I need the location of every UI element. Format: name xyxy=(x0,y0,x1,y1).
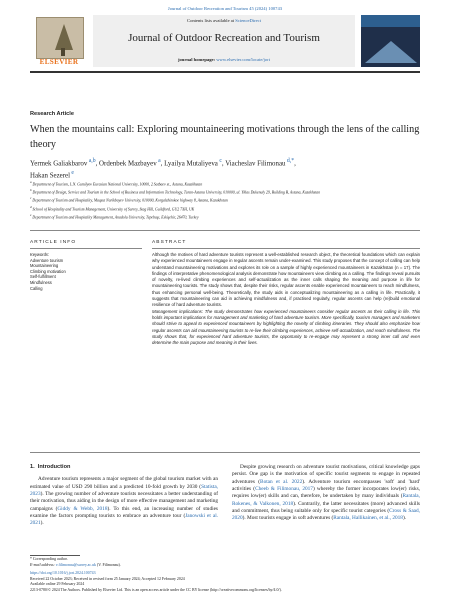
journal-banner xyxy=(93,15,355,67)
abstract-rule xyxy=(152,248,420,249)
homepage-link[interactable]: www.elsevier.com/locate/jort xyxy=(216,57,271,62)
text-run: ). xyxy=(402,515,407,522)
introduction-heading xyxy=(30,464,218,471)
affiliation-item xyxy=(30,196,425,204)
affiliation-text: School of Hospitality and Tourism Management, University of Surrey, Stag Hill, Guildford, GU2 7XH, UK xyxy=(32,206,195,211)
citation-link[interactable]: Janowski et al. 2021 xyxy=(30,513,219,527)
intro-paragraph xyxy=(30,476,218,527)
abstract-body xyxy=(152,252,420,346)
journal-header xyxy=(30,15,420,67)
article-title: When the mountains call: Exploring mountaineering motivations through the lens of the calling theory xyxy=(30,124,420,150)
affiliation-sup: b xyxy=(30,188,32,193)
affiliation-item xyxy=(30,213,425,221)
affiliation-item xyxy=(30,205,425,213)
author-affiliation-sup[interactable]: a xyxy=(156,158,161,164)
author-name[interactable]: Yermek Galiakbarov xyxy=(30,160,88,168)
homepage-prefix: journal homepage: xyxy=(177,57,217,62)
citation-link[interactable]: Cheeb & Filimonau, 2017 xyxy=(255,486,313,493)
text-run: Adventure tourism represents a major segment of the global tourism market with an estimated value of USD 290 billion and a predicted 10-fold growth by 2030 ( xyxy=(30,476,218,490)
keywords-block xyxy=(30,252,142,291)
affiliation-sup: a xyxy=(30,180,32,184)
author-affiliation-sup[interactable]: e xyxy=(69,169,74,176)
affiliation-item xyxy=(30,180,425,188)
body-column-right xyxy=(232,464,420,523)
text-run: ). Contrarily, the latter necessitates (more) advanced skills and commitment, thus being suitable only for specific tourist categories ( xyxy=(232,500,420,515)
affiliation-text: Department of Tourism, L.N. Gumilyov Eurasian National University, 10000, 2 Satbaev st., Astana, Kazakhstan xyxy=(32,182,203,187)
sciencedirect-link[interactable]: ScienceDirect xyxy=(235,18,261,23)
contents-line xyxy=(93,18,355,23)
text-run: ). Most tourists engage in soft adventures ( xyxy=(242,515,334,522)
publisher-name: ELSEVIER xyxy=(39,58,79,66)
header-rule xyxy=(30,71,420,73)
available-online: Available online 29 February 2024 xyxy=(30,582,85,587)
journal-cover-thumbnail[interactable] xyxy=(361,15,420,67)
email-label: E-mail address: xyxy=(30,562,56,567)
keyword-item[interactable]: Self-fulfillment xyxy=(30,274,56,280)
text-run: ). To this end, an increasing number of studies examine the factors prompting tourists to embrace an adventure tour ( xyxy=(30,505,218,520)
affiliation-text: Department of Tourism and Hospitality, Maqsut Narikbayev University, 010000, Korgalzhinskoe highway 8, Astana, Kazakhstan xyxy=(32,198,228,203)
author-name[interactable]: Ordenbek Mazbayev xyxy=(99,160,157,168)
affiliation-item xyxy=(30,188,425,196)
affiliation-list xyxy=(30,180,425,221)
contents-prefix: Contents lists available at xyxy=(187,18,236,23)
license-line: 2213-0780/© 2024 The Authors. Published by Elsevier Ltd. This is an open access article under the CC BY license (http://creativecommons.org/licenses/by/4.0/). xyxy=(30,587,282,592)
abstract-end-rule xyxy=(30,452,420,453)
footnotes xyxy=(30,557,420,594)
section-rule xyxy=(30,230,420,231)
citation-link[interactable]: Cross & Saad, 2020 xyxy=(232,508,420,522)
abstract-paragraph: Although the motives of hard adventure tourists represent a well-established research object, the theoretical foundations which can explain why experienced mountaineers engage in regular ascents remain under-examined. This study proposes that the concept of calling can help understand mountaineering motivations and explores its role on a sample of highly experienced mountaineers in Kazakhstan (n = 17). The findings of interpretative phenomenological analysis demonstrate how mountaineers view climbing as a calling. The findings reveal pursuits of novelty, re-lived climbing experiences and self-actualization as the inner calls shaping the meaning and purpose in life for mountaineering tourists. The study shows that, despite their risks, regular ascents enable experienced mountaineers to reach mindfulness, thus enhancing personal well-being. Theoretically, the study aids in conceptualizing mountaineering as a calling in life. Practically, it suggests that mountaineering can aid in achieving mindfulness and, if practised regularly, regular ascents can help (re)build emotional resilience of hard adventure tourists. xyxy=(152,252,420,308)
text-run: Despite growing research on adventure tourist motivations, critical knowledge gaps persist. One gap is the motivation of specific tourist segments to engage in repeated adventures ( xyxy=(232,464,420,485)
received-dates: Received 22 October 2023; Received in revised form 25 January 2024; Accepted 12 February 2024 xyxy=(30,576,185,581)
keywords-rule xyxy=(30,248,142,249)
article-info-heading: ARTICLE INFO xyxy=(30,240,77,245)
section-number: 1. xyxy=(30,464,35,470)
homepage-line xyxy=(93,57,355,62)
keyword-item[interactable]: Mindfulness xyxy=(30,279,52,285)
keyword-item[interactable]: Climbing motivation xyxy=(30,268,66,274)
affiliation-text: Department of Tourism and Hospitality Management, Anadolu University, Tepebaşı, Eskişehir, 26470, Turkey xyxy=(32,214,199,219)
text-run: ) whereby the former incorporates low(er) risks, requires low(er) skills and can, therefore, be undertaken by many individuals ( xyxy=(232,486,420,500)
author-affiliation-sup[interactable]: c xyxy=(217,158,222,164)
keyword-item[interactable]: Adventure tourism xyxy=(30,257,64,263)
footnote-rule xyxy=(30,555,80,556)
tree-logo-icon xyxy=(36,17,84,59)
body-column-left xyxy=(30,464,218,528)
text-run: ). Adventure tourism encompasses 'soft' and 'hard' activities ( xyxy=(232,478,420,493)
journal-citation[interactable]: Journal of Outdoor Recreation and Tourism 45 (2024) 100743 xyxy=(167,6,283,11)
author-name[interactable]: Viacheslav Filimonau xyxy=(225,160,286,168)
citation-link[interactable]: Botan et al. 2022 xyxy=(260,478,303,485)
keyword-item[interactable]: Mountaineering xyxy=(30,263,59,269)
section-title: Introduction xyxy=(37,464,71,470)
keyword-item[interactable]: Calling xyxy=(30,285,43,291)
citation-link[interactable]: Rantala, Rokenes, & Valkonen, 2018 xyxy=(232,493,420,507)
management-implications xyxy=(152,309,420,347)
article-type: Research Article xyxy=(30,111,74,117)
email-line xyxy=(30,563,420,569)
citation-link[interactable]: Statista, 2023 xyxy=(30,483,218,498)
affiliation-sup: c xyxy=(30,196,32,201)
intro-paragraph xyxy=(232,464,420,523)
doi-link[interactable]: https://doi.org/10.1016/j.jort.2024.100743 xyxy=(30,571,96,576)
corresponding-author-note: * Corresponding author. xyxy=(30,557,68,561)
author-affiliation-sup[interactable]: a,b xyxy=(87,158,96,164)
affiliation-sup: d xyxy=(30,204,32,209)
affiliation-text: Department of Design, Service and Tourism in the School of Business and Information Technology, Turan-Astana University, 010000, ul. Yklas Dukenuly 29, Building B, Astana, Kazakhstan xyxy=(32,190,321,195)
author-name[interactable]: Hakan Sezerel xyxy=(30,172,70,180)
author-list: Yermek Galiakbarov $^{a,b}$, Ordenbek Mazbayev $^a$, Lyailya Mutaliyeva $^c$, Viacheslav Filimonau $^{d,*}$, Hakan Sezerel $^e$ xyxy=(30,158,296,180)
journal-title: Journal of Outdoor Recreation and Tourism xyxy=(128,32,320,44)
publisher-logo[interactable] xyxy=(30,15,90,67)
management-implications-label: Management implications: xyxy=(152,308,204,314)
email-suffix: (V. Filimonau). xyxy=(95,562,121,567)
management-implications-text: The study demonstrates how experienced mountaineers consider regular ascents as their calling in life. This holds important implications for management and marketing of hard adventure tourism. More specifically, tourism managers and marketers should strive to appeal to experienced mountaineers by highlighting the novelty of climbing itineraries. They should also emphasize how regular ascents can aid mountaineering tourists to re-live their climbing experiences, achieve self-actualization, and reach mindfulness. The study shows that, for experienced hard adventure tourists, the opportunity to re-engage may represent a strong inner call and even determine the main purpose and meaning in their lives. xyxy=(152,308,420,346)
text-run: ). The growing number of adventure tourists necessitates a better understanding of their motivation, thus aiding in the design of more effective management and marketing campaigns ( xyxy=(30,491,218,512)
author-name[interactable]: Lyailya Mutaliyeva xyxy=(164,160,218,168)
citation-link[interactable]: Giddy & Webb, 2018 xyxy=(57,505,108,512)
affiliation-sup: e xyxy=(30,212,32,217)
keywords-heading: Keywords: xyxy=(30,252,50,257)
author-affiliation-sup[interactable]: d,* xyxy=(285,158,295,164)
abstract-heading: ABSTRACT xyxy=(152,240,187,245)
citation-link[interactable]: Rantala, Hallikainen, et al., 2018 xyxy=(333,515,403,522)
text-run: ). xyxy=(40,520,44,527)
email-link[interactable]: v.filimonau@surrey.ac.uk xyxy=(55,562,96,567)
